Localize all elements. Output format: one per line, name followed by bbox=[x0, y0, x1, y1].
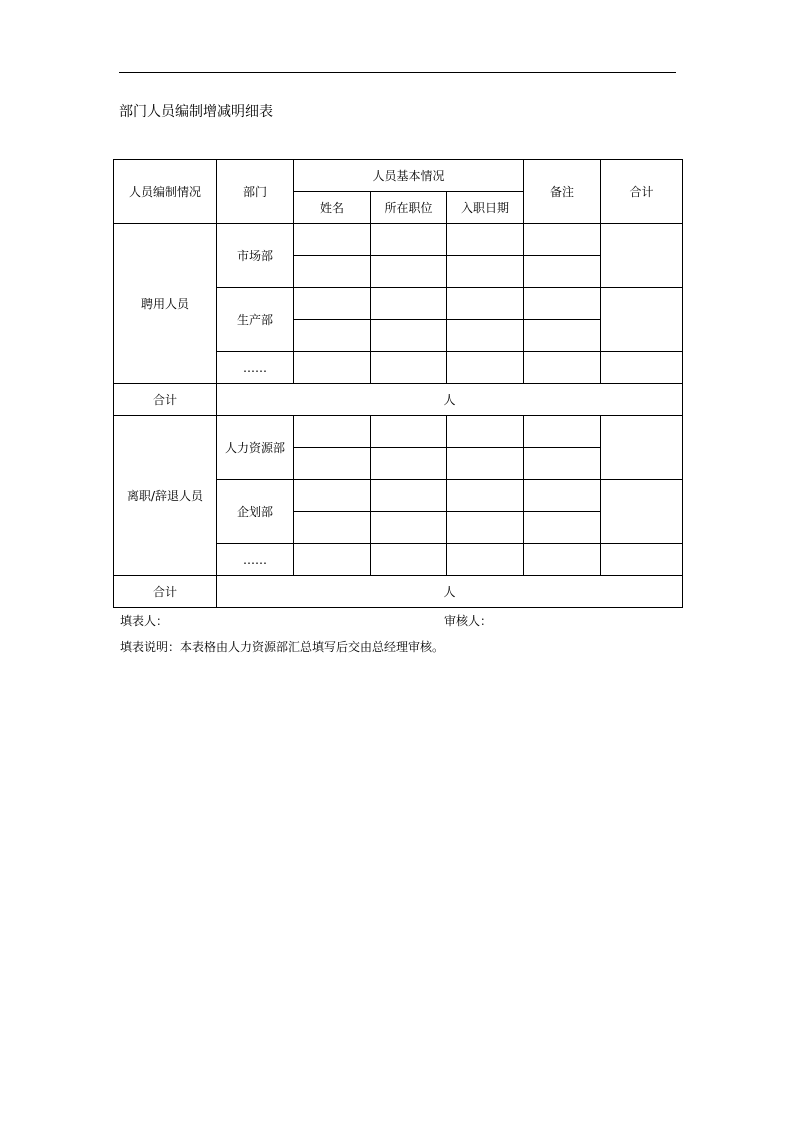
header-remarks: 备注 bbox=[524, 160, 601, 224]
remarks-cell[interactable] bbox=[524, 448, 601, 480]
position-cell[interactable] bbox=[371, 512, 447, 544]
departed-dept-2: 企划部 bbox=[217, 480, 294, 544]
name-cell[interactable] bbox=[294, 320, 371, 352]
document-title: 部门人员编制增减明细表 bbox=[119, 104, 273, 120]
entry-date-cell[interactable] bbox=[447, 544, 524, 576]
name-cell[interactable] bbox=[294, 512, 371, 544]
filler-label: 填表人： bbox=[120, 614, 169, 628]
name-cell[interactable] bbox=[294, 448, 371, 480]
name-cell[interactable] bbox=[294, 416, 371, 448]
header-entry-date: 入职日期 bbox=[447, 192, 524, 224]
position-cell[interactable] bbox=[371, 288, 447, 320]
hired-dept-2: 生产部 bbox=[217, 288, 294, 352]
header-basic-info: 人员基本情况 bbox=[294, 160, 524, 192]
remarks-cell[interactable] bbox=[524, 224, 601, 256]
remarks-cell[interactable] bbox=[524, 352, 601, 384]
departed-dept-1: 人力资源部 bbox=[217, 416, 294, 480]
total-cell[interactable] bbox=[601, 480, 683, 544]
staffing-change-table bbox=[113, 159, 683, 608]
hired-label: 聘用人员 bbox=[114, 224, 217, 384]
remarks-cell[interactable] bbox=[524, 416, 601, 448]
departed-dept-more: …… bbox=[217, 544, 294, 576]
remarks-cell[interactable] bbox=[524, 320, 601, 352]
table-row bbox=[114, 416, 683, 448]
header-total: 合计 bbox=[601, 160, 683, 224]
position-cell[interactable] bbox=[371, 352, 447, 384]
name-cell[interactable] bbox=[294, 224, 371, 256]
name-cell[interactable] bbox=[294, 352, 371, 384]
total-cell[interactable] bbox=[601, 224, 683, 288]
entry-date-cell[interactable] bbox=[447, 416, 524, 448]
header-dept: 部门 bbox=[217, 160, 294, 224]
header-row-1 bbox=[114, 160, 683, 192]
name-cell[interactable] bbox=[294, 256, 371, 288]
entry-date-cell[interactable] bbox=[447, 288, 524, 320]
departed-subtotal-row bbox=[114, 576, 683, 608]
entry-date-cell[interactable] bbox=[447, 320, 524, 352]
entry-date-cell[interactable] bbox=[447, 512, 524, 544]
position-cell[interactable] bbox=[371, 448, 447, 480]
header-name: 姓名 bbox=[294, 192, 371, 224]
departed-subtotal-unit[interactable]: 人 bbox=[217, 576, 683, 608]
name-cell[interactable] bbox=[294, 544, 371, 576]
hired-subtotal-label: 合计 bbox=[114, 384, 217, 416]
remarks-cell[interactable] bbox=[524, 288, 601, 320]
position-cell[interactable] bbox=[371, 544, 447, 576]
position-cell[interactable] bbox=[371, 416, 447, 448]
hired-subtotal-unit[interactable]: 人 bbox=[217, 384, 683, 416]
total-cell[interactable] bbox=[601, 544, 683, 576]
total-cell[interactable] bbox=[601, 352, 683, 384]
position-cell[interactable] bbox=[371, 256, 447, 288]
name-cell[interactable] bbox=[294, 288, 371, 320]
entry-date-cell[interactable] bbox=[447, 480, 524, 512]
departed-label: 离职/辞退人员 bbox=[114, 416, 217, 576]
position-cell[interactable] bbox=[371, 224, 447, 256]
position-cell[interactable] bbox=[371, 320, 447, 352]
hired-dept-1: 市场部 bbox=[217, 224, 294, 288]
name-cell[interactable] bbox=[294, 480, 371, 512]
hired-dept-more: …… bbox=[217, 352, 294, 384]
remarks-cell[interactable] bbox=[524, 512, 601, 544]
entry-date-cell[interactable] bbox=[447, 256, 524, 288]
entry-date-cell[interactable] bbox=[447, 352, 524, 384]
remarks-cell[interactable] bbox=[524, 480, 601, 512]
hired-subtotal-row bbox=[114, 384, 683, 416]
header-position: 所在职位 bbox=[371, 192, 447, 224]
entry-date-cell[interactable] bbox=[447, 448, 524, 480]
form-instructions: 填表说明：本表格由人力资源部汇总填写后交由总经理审核。 bbox=[120, 640, 445, 654]
entry-date-cell[interactable] bbox=[447, 224, 524, 256]
departed-subtotal-label: 合计 bbox=[114, 576, 217, 608]
remarks-cell[interactable] bbox=[524, 544, 601, 576]
total-cell[interactable] bbox=[601, 416, 683, 480]
position-cell[interactable] bbox=[371, 480, 447, 512]
total-cell[interactable] bbox=[601, 288, 683, 352]
header-rule bbox=[119, 72, 676, 73]
reviewer-label: 审核人： bbox=[444, 614, 493, 628]
remarks-cell[interactable] bbox=[524, 256, 601, 288]
table-row bbox=[114, 224, 683, 256]
header-category: 人员编制情况 bbox=[114, 160, 217, 224]
